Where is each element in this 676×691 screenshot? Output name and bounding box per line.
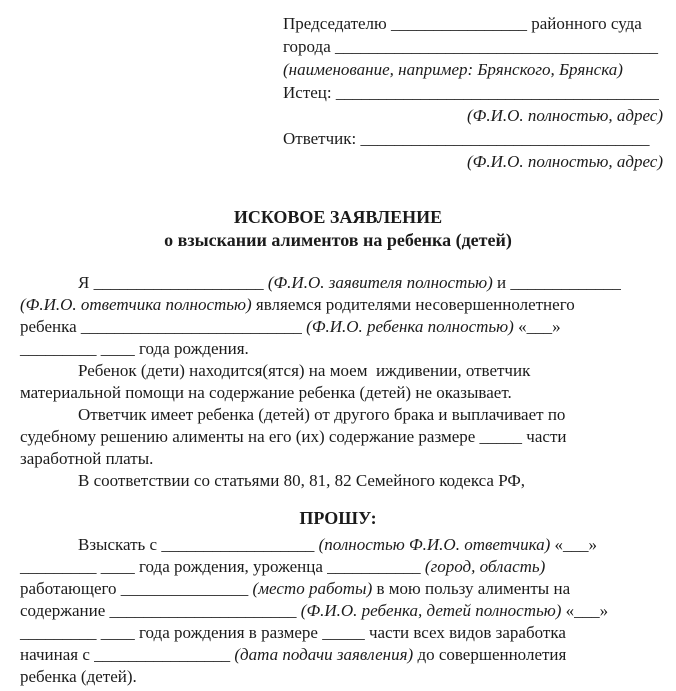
document-line [20, 316, 662, 338]
document-text: части всех видов заработка [364, 623, 566, 642]
document-text: заработной платы. [20, 449, 154, 468]
document-line [20, 644, 662, 666]
document-line [20, 534, 662, 556]
document-text: Ребенок (дети) находится(ятся) на моем иждивении, ответчик [78, 361, 531, 380]
document-line [20, 426, 662, 448]
blank-field: ______________________________________ [335, 37, 659, 56]
blank-field: __________________ [161, 535, 315, 554]
document-text: начиная с [20, 645, 95, 664]
hint-text: (Ф.И.О. ответчика полностью) [20, 295, 252, 314]
hint-text: (Ф.И.О. ребенка полностью) [306, 317, 514, 336]
document-line [20, 622, 662, 644]
hint-text: (дата подачи заявления) [234, 645, 414, 664]
document-text: Ответчик имеет ребенка (детей) от другого брака и выплачивает по [78, 405, 566, 424]
hint-text: (место работы) [252, 579, 373, 598]
document-line [20, 470, 662, 492]
document-text: «___» [513, 317, 561, 336]
document-line [20, 294, 662, 316]
document-line [283, 127, 663, 150]
document-line [283, 35, 663, 58]
request-paragraphs [20, 534, 662, 688]
document-title-block [0, 206, 676, 252]
document-line [283, 81, 663, 104]
document-text: судебному решению алименты на его (их) содержание размере [20, 427, 480, 446]
blank-field: _______________ [120, 579, 249, 598]
hint-text: (Ф.И.О. заявителя полностью) [267, 273, 493, 292]
document-text: Истец: [283, 83, 336, 102]
document-text: года рождения в размере [134, 623, 323, 642]
blank-field: ______________________________________ [335, 83, 659, 102]
request-heading: ПРОШУ: [299, 508, 377, 528]
document-text: В соответствии со статьями 80, 81, 82 Семейного кодекса РФ, [78, 471, 526, 490]
hint-text: (наименование, например: Брянского, Брянска) [283, 60, 623, 79]
document-text: города [283, 37, 336, 56]
blank-field: _____ [322, 623, 365, 642]
blank-field: ________________ [391, 14, 527, 33]
document-line [20, 578, 662, 600]
blank-field: ____ [100, 623, 135, 642]
hint-text: (Ф.И.О. полностью, адрес) [467, 106, 663, 125]
document-text: в мою пользу алименты на [372, 579, 571, 598]
hint-text: (полностью Ф.И.О. ответчика) [318, 535, 551, 554]
document-text: работающего [20, 579, 121, 598]
blank-field: _________ [20, 557, 97, 576]
document-line [283, 150, 663, 173]
document-line [283, 12, 663, 35]
document-text: Председателю [283, 14, 391, 33]
document-text: районного суда [527, 14, 642, 33]
document-text: года рождения, уроженца [134, 557, 328, 576]
document-text: «___» [561, 601, 609, 620]
blank-field: ________________ [94, 645, 231, 664]
document-line [20, 600, 662, 622]
document-text: ребенка (детей). [20, 667, 137, 686]
blank-field: __________________________________ [360, 129, 650, 148]
document-line [20, 404, 662, 426]
blank-field: __________________________ [80, 317, 302, 336]
hint-text: (Ф.И.О. ребенка, детей полностью) [300, 601, 562, 620]
document-title: ИСКОВОЕ ЗАЯВЛЕНИЕ [233, 207, 443, 227]
document-text: Ответчик: [283, 129, 361, 148]
document-line [283, 104, 663, 127]
document-line [20, 338, 662, 360]
document-text: материальной помощи на содержание ребенка (детей) не оказывает. [20, 383, 512, 402]
blank-field: ____________________ [93, 273, 264, 292]
court-header-block [283, 12, 663, 173]
hint-text: (Ф.И.О. полностью, адрес) [467, 152, 663, 171]
blank-field: ______________________ [109, 601, 297, 620]
document-line [283, 58, 663, 81]
document-text: и [492, 273, 511, 292]
document-line [20, 448, 662, 470]
hint-text: (город, область) [424, 557, 546, 576]
document-text: Я [78, 273, 94, 292]
document-text: Взыскать с [78, 535, 162, 554]
document-text: части [522, 427, 567, 446]
document-subtitle: о взыскании алиментов на ребенка (детей) [164, 230, 512, 250]
blank-field: _________ [20, 339, 97, 358]
blank-field: ____ [100, 557, 135, 576]
document-text: являемся родителями несовершеннолетнего [251, 295, 575, 314]
document-text: «___» [550, 535, 598, 554]
blank-field: _________ [20, 623, 97, 642]
document-text: до совершеннолетия [413, 645, 567, 664]
blank-field: _____ [479, 427, 523, 446]
blank-field: ____ [100, 339, 135, 358]
document-line [20, 360, 662, 382]
document-text: ребенка [20, 317, 81, 336]
body-paragraphs [20, 272, 662, 492]
document-line [20, 382, 662, 404]
document-line [20, 556, 662, 578]
document-line [20, 666, 662, 688]
document-text: содержание [20, 601, 110, 620]
blank-field: _____________ [510, 273, 621, 292]
document-line [20, 272, 662, 294]
document-text: года рождения. [134, 339, 249, 358]
blank-field: ___________ [327, 557, 421, 576]
